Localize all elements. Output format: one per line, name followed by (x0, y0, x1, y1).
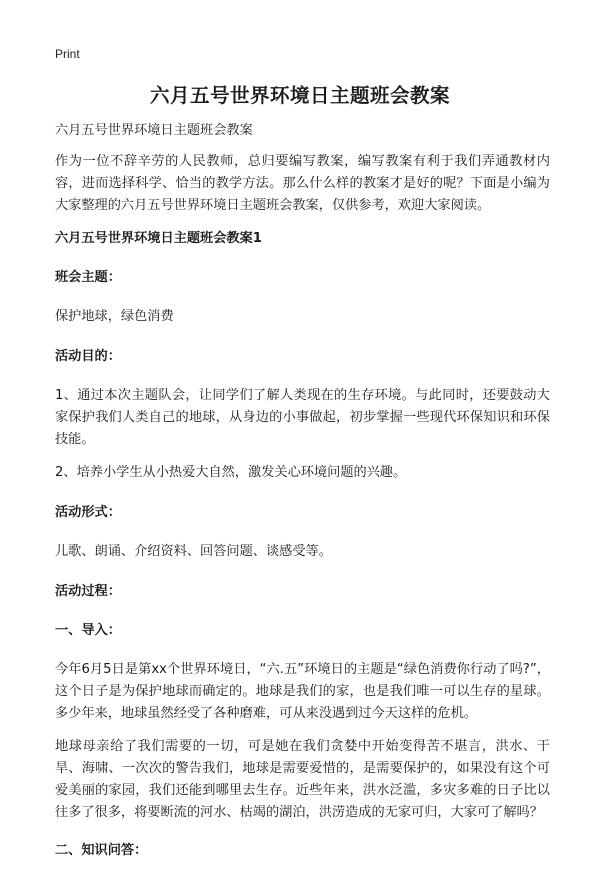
process-heading: 活动过程： (55, 584, 121, 599)
form-heading: 活动形式： (55, 505, 121, 520)
theme-text: 保护地球，绿色消费 (55, 309, 174, 324)
form-text: 儿歌、朗诵、介绍资料、回答问题、谈感受等。 (55, 544, 332, 559)
page-title: 六月五号世界环境日主题班会教案 (149, 84, 450, 107)
step1-paragraph-2: 地球母亲给了我们需要的一切，可是她在我们贪婪中开始变得苦不堪言，洪水、干旱、海啸、一次次的警告我们，地球是需要爱惜的，是需要保护的，如果没有这个可爱美丽的家园，我们还能到哪里去生存。近些年来，洪水泛滥，多灾多难的日子比以往多了很多，将要断流的河水、枯竭的湖泊，洪涝造成的无家可归，大家可了解吗？ (55, 739, 550, 820)
article-subtitle: 六月五号世界环境日主题班会教案 (55, 123, 253, 138)
goal-heading: 活动目的： (55, 349, 121, 364)
step2-heading: 二、知识问答： (55, 843, 148, 858)
print-link[interactable]: Print (55, 47, 80, 61)
section-title: 六月五号世界环境日主题班会教案1 (55, 231, 262, 246)
goal-item-1: 1、通过本次主题队会，让同学们了解人类现在的生存环境。与此同时，还要鼓动大家保护我们人类自己的地球，从身边的小事做起，初步掌握一些现代环保知识和环保技能。 (55, 388, 550, 447)
step1-heading: 一、导入： (55, 623, 121, 638)
article-body (55, 120, 550, 879)
goal-item-2: 2、培养小学生从小热爱大自然，激发关心环境问题的兴趣。 (55, 465, 407, 480)
intro-paragraph: 作为一位不辞辛劳的人民教师，总归要编写教案，编写教案有利于我们弄通教材内容，进而选择科学、恰当的教学方法。那么什么样的教案才是好的呢？下面是小编为大家整理的六月五号世界环境日主题班会教案，仅供参考，欢迎大家阅读。 (55, 154, 550, 213)
step1-paragraph-1: 今年6月5日是第xx个世界环境日，“六.五”环境日的主题是“绿色消费你行动了吗?”，这个日子是为保护地球而确定的。地球是我们的家，也是我们唯一可以生存的星球。多少年来，地球虽然经受了各种磨难，可从来没遇到过今天这样的危机。 (55, 662, 550, 721)
theme-heading: 班会主题： (55, 270, 121, 285)
